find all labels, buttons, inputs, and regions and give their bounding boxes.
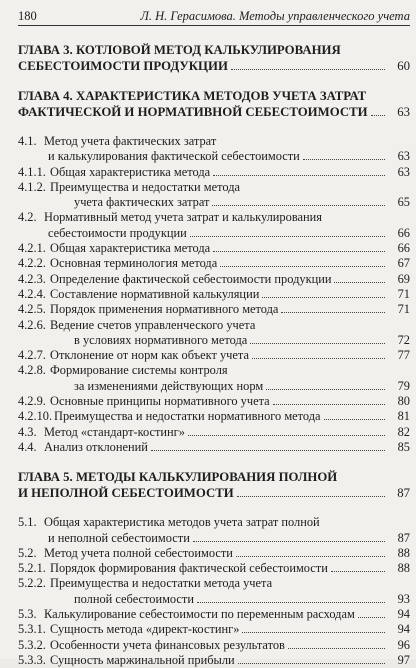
dot-leader bbox=[197, 602, 385, 603]
dot-leader bbox=[212, 205, 385, 206]
dot-leader bbox=[220, 266, 385, 267]
toc-page-number: 87 bbox=[397, 530, 410, 545]
table-of-contents bbox=[18, 42, 410, 668]
toc-section-4-2-10[interactable] bbox=[18, 409, 410, 424]
toc-section-number: 5.2.1. bbox=[18, 561, 46, 576]
toc-page-number: 81 bbox=[397, 409, 410, 424]
dot-leader bbox=[266, 389, 385, 390]
toc-page-number: 96 bbox=[397, 637, 410, 652]
toc-chapter-3[interactable] bbox=[18, 42, 410, 74]
dot-leader bbox=[188, 435, 385, 436]
header-rule bbox=[18, 25, 410, 26]
toc-chapter-3-title-line2: СЕБЕСТОИМОСТИ ПРОДУКЦИИ bbox=[18, 59, 228, 73]
toc-section-title: Метод учета полной себестоимости bbox=[44, 545, 233, 560]
toc-section-title: Сущность метода «директ-костинг» bbox=[50, 622, 240, 637]
toc-chapter-5-title-line2: И НЕПОЛНОЙ СЕБЕСТОИМОСТИ bbox=[18, 486, 234, 501]
toc-section-title: Общая характеристика метода bbox=[50, 164, 211, 179]
toc-section-title: Особенности учета финансовых результатов bbox=[50, 637, 285, 652]
toc-section-4-2-1[interactable] bbox=[18, 241, 410, 256]
toc-section-title: Составление нормативной калькуляции bbox=[50, 286, 260, 301]
toc-chapter-4-title-line1: ГЛАВА 4. ХАРАКТЕРИСТИКА МЕТОДОВ УЧЕТА ЗАТРАТ bbox=[18, 89, 367, 103]
toc-page-number: 94 bbox=[397, 622, 410, 637]
toc-section-number: 4.2.4. bbox=[18, 286, 46, 301]
toc-page-number: 65 bbox=[397, 195, 410, 210]
toc-section-title: Анализ отклонений bbox=[44, 439, 148, 454]
toc-section-title-line2: учета фактических затрат bbox=[74, 195, 210, 210]
toc-section-5-2-1[interactable] bbox=[18, 561, 410, 576]
toc-section-title-line1: Формирование системы контроля bbox=[50, 363, 228, 378]
toc-page-number: 79 bbox=[397, 378, 410, 393]
dot-leader bbox=[334, 282, 385, 283]
toc-section-number: 4.1.2. bbox=[18, 179, 46, 194]
toc-section-number: 5.3.2. bbox=[18, 637, 46, 652]
dot-leader bbox=[252, 358, 385, 359]
page-number: 180 bbox=[18, 9, 37, 23]
toc-section-title: Преимущества и недостатки нормативного метода bbox=[54, 409, 321, 424]
toc-page-number: 85 bbox=[397, 439, 410, 454]
toc-section-number: 4.4. bbox=[18, 439, 37, 454]
toc-section-number: 4.2.8. bbox=[18, 363, 46, 378]
toc-section-title-line1: Ведение счетов управленческого учета bbox=[50, 317, 256, 332]
dot-leader bbox=[288, 648, 385, 649]
toc-section-number: 4.2.1. bbox=[18, 241, 46, 256]
toc-section-number: 4.2.5. bbox=[18, 302, 46, 317]
toc-page-number: 80 bbox=[397, 394, 410, 409]
toc-section-title-line2: себестоимости продукции bbox=[48, 225, 187, 240]
toc-page-number: 71 bbox=[397, 286, 410, 301]
toc-section-number: 4.2.7. bbox=[18, 348, 46, 363]
toc-page-number: 69 bbox=[397, 271, 410, 286]
toc-section-title: Сущность маржинальной прибыли bbox=[50, 652, 235, 667]
toc-chapter-3-title-line1: ГЛАВА 3. КОТЛОВОЙ МЕТОД КАЛЬКУЛИРОВАНИЯ bbox=[18, 43, 341, 57]
toc-section-number: 5.2. bbox=[18, 545, 37, 560]
toc-page-number: 94 bbox=[397, 607, 410, 622]
toc-section-number: 4.2.10. bbox=[18, 409, 53, 424]
toc-section-number: 4.1. bbox=[18, 134, 37, 148]
toc-section-title-line1: Общая характеристика методов учета затрат полной bbox=[44, 515, 320, 530]
dot-leader bbox=[237, 496, 385, 497]
toc-section-5-3-3[interactable] bbox=[18, 653, 410, 668]
toc-section-title: Порядок применения нормативного метода bbox=[50, 302, 279, 317]
toc-section-title-line1: Нормативный метод учета затрат и калькулирования bbox=[44, 210, 322, 225]
toc-section-4-2-3[interactable] bbox=[18, 272, 410, 287]
toc-section-title-line1: Преимущества и недостатки метода учета bbox=[50, 576, 273, 591]
toc-section-number: 4.2.2. bbox=[18, 256, 46, 271]
toc-section-4-4[interactable] bbox=[18, 440, 410, 455]
toc-page-number: 71 bbox=[397, 302, 410, 317]
toc-section-number: 5.1. bbox=[18, 515, 37, 530]
toc-section-4-1-1[interactable] bbox=[18, 165, 410, 180]
toc-section-4-2-8[interactable] bbox=[18, 363, 410, 394]
dot-leader bbox=[273, 404, 385, 405]
toc-section-number: 5.3.1. bbox=[18, 622, 46, 637]
toc-section-4-2-4[interactable] bbox=[18, 287, 410, 302]
dot-leader bbox=[236, 556, 385, 557]
toc-chapter-4-title-line2: ФАКТИЧЕСКОЙ И НОРМАТИВНОЙ СЕБЕСТОИМОСТИ bbox=[18, 105, 368, 119]
toc-section-title: Общая характеристика метода bbox=[50, 241, 211, 256]
dot-leader bbox=[371, 115, 385, 116]
toc-section-number: 5.3.3. bbox=[18, 652, 46, 667]
toc-section-number: 4.2. bbox=[18, 210, 37, 225]
toc-section-title: Калькулирование себестоимости по переменным расходам bbox=[44, 607, 355, 622]
toc-page-number: 72 bbox=[397, 332, 410, 347]
dot-leader bbox=[213, 175, 385, 176]
toc-section-title-line2: за изменениями действующих норм bbox=[74, 378, 264, 393]
toc-page-number: 87 bbox=[397, 486, 410, 501]
dot-leader bbox=[190, 236, 385, 237]
dot-leader bbox=[151, 450, 385, 451]
dot-leader bbox=[331, 571, 385, 572]
toc-section-title-line2: и неполной себестоимости bbox=[48, 530, 190, 545]
toc-page-number: 66 bbox=[397, 225, 410, 240]
running-title: Л. Н. Герасимова. Методы управленческого учета bbox=[140, 9, 410, 23]
toc-section-4-2[interactable] bbox=[18, 210, 410, 241]
toc-section-5-3-2[interactable] bbox=[18, 638, 410, 653]
toc-page-number: 60 bbox=[397, 59, 410, 73]
toc-page-number: 67 bbox=[397, 256, 410, 271]
dot-leader bbox=[213, 251, 385, 252]
toc-page-number: 97 bbox=[397, 652, 410, 667]
toc-section-4-1-2[interactable] bbox=[18, 180, 410, 211]
toc-section-title-line1: Преимущества и недостатки метода bbox=[50, 179, 241, 194]
toc-section-number: 4.2.6. bbox=[18, 317, 46, 332]
dot-leader bbox=[281, 312, 385, 313]
toc-page-number: 82 bbox=[397, 424, 410, 439]
toc-section-title-line2: в условиях нормативного метода bbox=[74, 332, 248, 347]
toc-page-number: 66 bbox=[397, 241, 410, 256]
toc-section-4-1[interactable] bbox=[18, 134, 410, 165]
toc-section-title: Основная терминология метода bbox=[50, 256, 218, 271]
toc-section-4-2-5[interactable] bbox=[18, 302, 410, 317]
toc-chapter-5[interactable] bbox=[18, 469, 410, 501]
toc-page-number: 63 bbox=[397, 164, 410, 179]
toc-section-5-2[interactable] bbox=[18, 546, 410, 561]
toc-page-number: 63 bbox=[397, 149, 410, 164]
toc-section-5-1[interactable] bbox=[18, 515, 410, 546]
toc-page-number: 88 bbox=[397, 561, 410, 576]
toc-section-title-line1: Метод учета фактических затрат bbox=[44, 134, 217, 148]
dot-leader bbox=[262, 297, 385, 298]
toc-chapter-4[interactable] bbox=[18, 88, 410, 120]
dot-leader bbox=[242, 632, 385, 633]
toc-section-number: 4.2.3. bbox=[18, 271, 46, 286]
dot-leader bbox=[231, 69, 385, 70]
toc-section-number: 4.1.1. bbox=[18, 164, 46, 179]
toc-section-number: 5.3. bbox=[18, 607, 37, 622]
dot-leader bbox=[193, 541, 385, 542]
toc-section-title: Отклонение от норм как объект учета bbox=[50, 348, 249, 363]
toc-section-title-line2: и калькулирования фактической себестоимости bbox=[48, 149, 300, 164]
dot-leader bbox=[358, 617, 385, 618]
dot-leader bbox=[303, 159, 385, 160]
toc-section-number: 5.2.2. bbox=[18, 576, 46, 591]
toc-section-4-2-9[interactable] bbox=[18, 394, 410, 409]
toc-section-4-2-7[interactable] bbox=[18, 348, 410, 363]
toc-section-5-3-1[interactable] bbox=[18, 622, 410, 637]
toc-chapter-5-title-line1: ГЛАВА 5. МЕТОДЫ КАЛЬКУЛИРОВАНИЯ ПОЛНОЙ bbox=[18, 470, 338, 485]
dot-leader bbox=[250, 343, 385, 344]
toc-page-number: 93 bbox=[397, 591, 410, 606]
toc-section-4-2-2[interactable] bbox=[18, 256, 410, 271]
toc-page-number: 63 bbox=[397, 105, 410, 119]
toc-page-number: 88 bbox=[397, 545, 410, 560]
dot-leader bbox=[238, 663, 385, 664]
toc-section-5-2-2[interactable] bbox=[18, 576, 410, 607]
toc-section-title: Порядок формирования фактической себестоимости bbox=[50, 561, 328, 576]
toc-section-number: 4.2.9. bbox=[18, 394, 46, 409]
toc-section-title: Основные принципы нормативного учета bbox=[50, 394, 270, 409]
toc-page-number: 77 bbox=[397, 348, 410, 363]
toc-section-title: Определение фактической себестоимости продукции bbox=[50, 271, 332, 286]
toc-section-title: Метод «стандарт-костинг» bbox=[44, 424, 185, 439]
toc-section-number: 4.3. bbox=[18, 424, 37, 439]
toc-section-4-2-6[interactable] bbox=[18, 318, 410, 349]
dot-leader bbox=[324, 419, 385, 420]
toc-section-5-3[interactable] bbox=[18, 607, 410, 622]
toc-section-title-line2: полной себестоимости bbox=[74, 591, 194, 606]
toc-section-4-3[interactable] bbox=[18, 425, 410, 440]
